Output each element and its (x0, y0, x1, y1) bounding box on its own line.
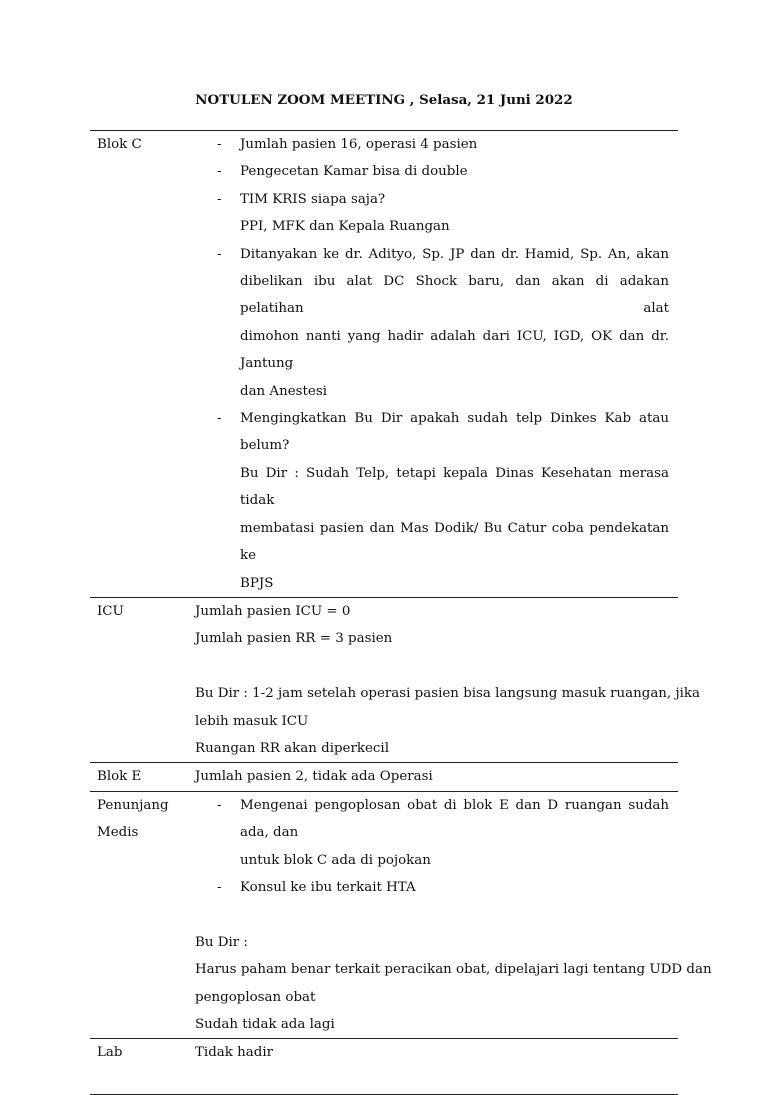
table-row-blok-e (90, 762, 678, 790)
row-label (97, 792, 192, 847)
row-label (97, 763, 192, 790)
table-row-lab (90, 1038, 678, 1095)
bullet-item (195, 405, 669, 597)
row-content (195, 792, 712, 1039)
content-line: Jumlah pasien 2, tidak ada Operasi (195, 769, 433, 785)
bullet-item (195, 241, 669, 405)
bullet-line: Mengingkatkan Bu Dir apakah sudah telp Dinkes Kab atau belum? (240, 411, 669, 454)
bullet-line: Mengenai pengoplosan obat di blok E dan D ruangan sudah ada, dan (240, 797, 669, 841)
bullet-line: Ditanyakan ke dr. Adityo, Sp. JP dan dr. Hamid, Sp. An, akan (240, 246, 669, 262)
bullet-line: dimohon nanti yang hadir adalah dari ICU, IGD, OK dan dr. Jantung (240, 328, 669, 372)
content-line: Harus paham benar terkait peracikan obat, dipelajari lagi tentang UDD dan (195, 962, 712, 978)
bullet-item (195, 186, 669, 241)
blank-line (195, 901, 669, 928)
content-line: pengoplosan obat (195, 989, 316, 1005)
bullet-line: Jumlah pasien 16, operasi 4 pasien (240, 137, 478, 152)
bullet-dash: - (217, 797, 222, 813)
bullet-line: membatasi pasien dan Mas Dodik/ Bu Catur coba pendekatan ke (240, 520, 669, 564)
bullet-dash: - (217, 164, 222, 180)
bullet-line: untuk blok C ada di pojokan (240, 852, 431, 868)
row-content (195, 131, 669, 597)
table-row-blok-c (90, 130, 678, 597)
row-label (97, 598, 192, 625)
row-label-line: Blok C (97, 137, 142, 152)
bullet-item (195, 131, 669, 158)
bullet-line: Konsul ke ibu terkait HTA (240, 879, 416, 895)
table-row-icu (90, 597, 700, 762)
bullet-dash: - (217, 411, 222, 427)
content-line: Bu Dir : (195, 934, 248, 950)
bullet-line: BPJS (240, 575, 274, 591)
bullet-line: TIM KRIS siapa saja? (240, 191, 386, 207)
bullet-item (195, 158, 669, 185)
table-row-penunjang-medis (90, 791, 712, 1039)
content-line: Bu Dir : 1-2 jam setelah operasi pasien bisa langsung masuk ruangan, jika (195, 686, 700, 702)
content-line: Jumlah pasien ICU = 0 (195, 603, 351, 619)
bullet-item (195, 874, 669, 901)
content-line: Jumlah pasien RR = 3 pasien (195, 631, 393, 647)
document-title: NOTULEN ZOOM MEETING , Selasa, 21 Juni 2022 (195, 92, 573, 108)
content-line: Ruangan RR akan diperkecil (195, 740, 389, 756)
bullet-dash: - (217, 246, 222, 262)
row-label-line: ICU (97, 603, 124, 619)
row-label-line: Penunjang (97, 797, 169, 813)
bullet-item (195, 792, 669, 874)
row-label (97, 131, 192, 158)
content-line: lebih masuk ICU (195, 713, 309, 729)
row-content (195, 763, 669, 790)
row-label-line: Blok E (97, 769, 142, 785)
bullet-dash: - (217, 879, 222, 895)
bullet-line: PPI, MFK dan Kepala Ruangan (240, 219, 450, 235)
bullet-line: dibelikan ibu alat DC Shock baru, dan akan di adakan pelatihan alat (240, 274, 669, 317)
bullet-line: dan Anestesi (240, 383, 327, 399)
content-line: Sudah tidak ada lagi (195, 1016, 335, 1032)
bullet-line: Bu Dir : Sudah Telp, tetapi kepala Dinas Kesehatan merasa tidak (240, 465, 669, 509)
row-content (195, 1039, 669, 1094)
bullet-dash: - (217, 191, 222, 207)
row-label (97, 1039, 192, 1066)
blank-line (195, 1067, 669, 1094)
content-line: Tidak hadir (195, 1045, 274, 1061)
row-content (195, 598, 700, 762)
row-label-line: Medis (97, 825, 139, 841)
row-label-line: Lab (97, 1045, 123, 1061)
bullet-dash: - (217, 137, 222, 152)
minutes-table (90, 130, 712, 1095)
bullet-line: Pengecetan Kamar bisa di double (240, 164, 468, 180)
blank-line (195, 653, 669, 680)
